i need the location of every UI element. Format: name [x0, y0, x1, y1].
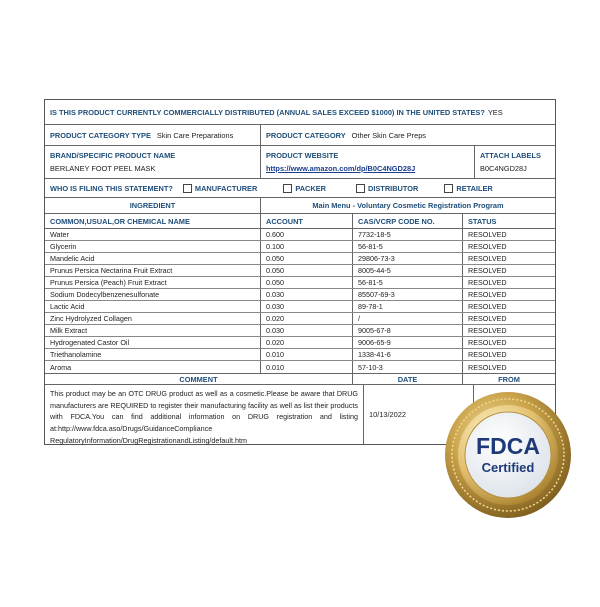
retailer-option: RETAILER: [456, 183, 493, 193]
ingredient-cas: 56-81-5: [353, 241, 463, 252]
date-label: DATE: [353, 374, 463, 384]
manufacturer-checkbox[interactable]: [183, 184, 192, 193]
fdca-certified-seal: [444, 391, 572, 519]
category-row: [45, 125, 555, 146]
filing-cell: [45, 179, 555, 197]
packer-option: PACKER: [295, 183, 326, 193]
distribution-question: [45, 100, 555, 124]
ingredient-account: 0.050: [261, 253, 353, 264]
category-label: PRODUCT CATEGORY: [266, 130, 346, 140]
ingredient-cas: /: [353, 313, 463, 324]
footer-header-row: [45, 374, 555, 385]
ingredient-account: 0.010: [261, 349, 353, 360]
ingredient-cas: 85507-69-3: [353, 289, 463, 300]
ingredient-account: 0.020: [261, 313, 353, 324]
category-type-label: PRODUCT CATEGORY TYPE: [50, 130, 151, 140]
ingredient-status: RESOLVED: [468, 278, 507, 287]
ingredient-cas: 8005-44-5: [353, 265, 463, 276]
from-label: FROM: [498, 374, 520, 384]
ingredient-status: RESOLVED: [468, 254, 507, 263]
column-header-account: ACCOUNT: [261, 214, 353, 228]
ingredient-status: RESOLVED: [468, 314, 507, 323]
seal-line2: Certified: [481, 460, 535, 475]
ingredient-status: RESOLVED: [468, 362, 507, 372]
category-type-cell: [45, 125, 261, 145]
website-link[interactable]: https://www.amazon.com/dp/B0C4NGD28J: [266, 164, 416, 173]
ingredient-status: RESOLVED: [468, 302, 507, 311]
ingredient-name: Triethanolamine: [45, 349, 261, 360]
seal-line1: FDCA: [476, 433, 540, 459]
website-label: PRODUCT WEBSITE: [266, 151, 339, 160]
menu-header: Main Menu - Voluntary Cosmetic Registration Program: [312, 201, 504, 210]
table-row: [45, 349, 555, 361]
category-cell: [261, 125, 555, 145]
attach-label: ATTACH LABELS: [480, 151, 541, 160]
ingredient-cas: 29806-73-3: [353, 253, 463, 264]
brand-cell: [45, 146, 261, 178]
table-row: [45, 325, 555, 337]
ingredient-name: Sodium Dodecylbenzenesulfonate: [45, 289, 261, 300]
filing-label: WHO IS FILING THIS STATEMENT?: [50, 183, 173, 193]
column-header-status: STATUS: [468, 216, 497, 226]
column-header-name: COMMON,USUAL,OR CHEMICAL NAME: [45, 214, 261, 228]
packer-checkbox[interactable]: [283, 184, 292, 193]
ingredient-account: 0.020: [261, 337, 353, 348]
ingredient-header-row: [45, 198, 555, 214]
ingredient-cas: 9006-65-9: [353, 337, 463, 348]
table-row: [45, 301, 555, 313]
ingredient-rows: [45, 229, 555, 373]
comment-text: This product may be an OTC DRUG product as well as a cosmetic.Please be aware that DRUG manufacturers are REQUIRED to register their manufacturing facility as well as list their products with FDCA.You can find additional information on DRUG registration and listing at:http://www.fdca.aso/Drugs/GuidanceCompliance RegulatoryInformation/DrugRegistrationandListing/default.htm: [45, 385, 364, 444]
distribution-answer: YES: [487, 107, 503, 117]
table-row: [45, 253, 555, 265]
ingredient-cas: 9005-67-8: [353, 325, 463, 336]
ingredient-account: 0.030: [261, 301, 353, 312]
brand-row: [45, 146, 555, 179]
date-value: 10/13/2022: [364, 385, 474, 444]
ingredient-cas: 89-78-1: [353, 301, 463, 312]
table-row: [45, 241, 555, 253]
ingredient-table: [45, 229, 555, 374]
ingredient-name: Mandelic Acid: [45, 253, 261, 264]
ingredient-status: RESOLVED: [468, 326, 507, 335]
ingredient-header: INGREDIENT: [45, 198, 261, 213]
brand-value: BERLANEY FOOT PEEL MASK: [50, 164, 156, 173]
ingredient-account: 0.050: [261, 265, 353, 276]
ingredient-name: Glycerin: [45, 241, 261, 252]
brand-label: BRAND/SPECIFIC PRODUCT NAME: [50, 151, 176, 160]
ingredient-cas: 56-81-5: [353, 277, 463, 288]
column-header-row: [45, 214, 555, 229]
ingredient-account: 0.030: [261, 325, 353, 336]
ingredient-account: 0.030: [261, 289, 353, 300]
manufacturer-option: MANUFACTURER: [194, 183, 258, 193]
filing-row: [45, 179, 555, 198]
ingredient-name: Aroma: [45, 361, 261, 373]
column-header-cas: CAS/VCRP CODE NO.: [353, 214, 463, 228]
table-row: [45, 265, 555, 277]
ingredient-name: Prunus Persica (Peach) Fruit Extract: [45, 277, 261, 288]
attach-value: B0C4NGD28J: [480, 164, 527, 173]
table-row: [45, 313, 555, 325]
distribution-question-text: IS THIS PRODUCT CURRENTLY COMMERCIALLY DISTRIBUTED (ANNUAL SALES EXCEED $1000) IN THE UNITED STATES?: [50, 107, 485, 117]
distribution-question-row: [45, 100, 555, 125]
table-row: [45, 289, 555, 301]
distributor-checkbox[interactable]: [356, 184, 365, 193]
ingredient-account: 0.100: [261, 241, 353, 252]
ingredient-name: Prunus Persica Nectarina Fruit Extract: [45, 265, 261, 276]
ingredient-cas: 1338-41-6: [353, 349, 463, 360]
ingredient-name: Milk Extract: [45, 325, 261, 336]
ingredient-status: RESOLVED: [468, 350, 507, 359]
comment-label: COMMENT: [45, 374, 353, 384]
ingredient-cas: 57-10-3: [353, 361, 463, 373]
ingredient-account: 0.600: [261, 229, 353, 240]
table-row: [45, 277, 555, 289]
category-type-value: Skin Care Preparations: [156, 130, 234, 140]
ingredient-status: RESOLVED: [468, 338, 507, 347]
ingredient-status: RESOLVED: [468, 290, 507, 299]
table-row: [45, 337, 555, 349]
table-row: [45, 361, 555, 373]
ingredient-status: RESOLVED: [468, 242, 507, 251]
ingredient-account: 0.010: [261, 361, 353, 373]
attach-cell: [475, 146, 555, 178]
ingredient-name: Lactic Acid: [45, 301, 261, 312]
ingredient-name: Zinc Hydrolyzed Collagen: [45, 313, 261, 324]
ingredient-status: RESOLVED: [468, 266, 507, 275]
retailer-checkbox[interactable]: [444, 184, 453, 193]
distributor-option: DISTRIBUTOR: [367, 183, 419, 193]
ingredient-name: Water: [45, 229, 261, 240]
table-row: [45, 229, 555, 241]
ingredient-name: Hydrogenated Castor Oil: [45, 337, 261, 348]
ingredient-status: RESOLVED: [468, 230, 507, 239]
category-value: Other Skin Care Preps: [351, 130, 427, 140]
ingredient-account: 0.050: [261, 277, 353, 288]
ingredient-cas: 7732-18-5: [353, 229, 463, 240]
website-cell: [261, 146, 475, 178]
